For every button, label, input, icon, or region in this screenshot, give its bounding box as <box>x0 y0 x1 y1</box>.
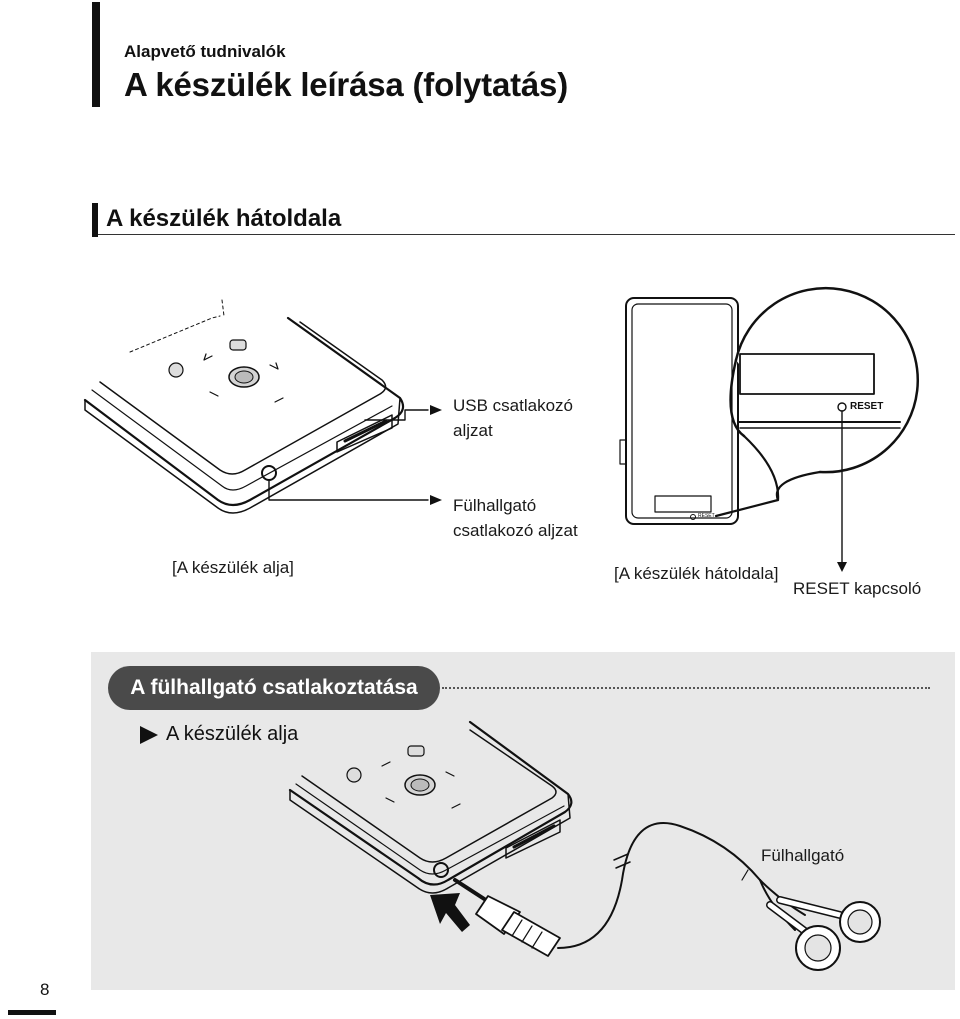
usb-port-label-line2: aljzat <box>453 421 493 440</box>
panel-subtitle-arrow-icon <box>140 726 158 744</box>
caption-device-back: [A készülék hátoldala] <box>614 564 779 583</box>
device-bottom-illustration <box>85 300 428 513</box>
device-back-illustration <box>620 288 918 562</box>
panel-title: A fülhallgató csatlakoztatása <box>108 666 440 710</box>
section-kicker: Alapvető tudnivalók <box>124 42 286 61</box>
page-number-rule <box>8 1010 56 1015</box>
page-number: 8 <box>40 980 50 999</box>
earphone-pointer-arrow-icon <box>430 495 442 505</box>
caption-device-bottom: [A készülék alja] <box>172 558 294 577</box>
reset-switch-label: RESET kapcsoló <box>793 579 922 598</box>
insert-arrow-icon <box>430 893 470 932</box>
earphone-jack-label-line1: Fülhallgató <box>453 496 537 515</box>
usb-port-label-line1: USB csatlakozó <box>453 396 573 415</box>
reset-device-text: RESET <box>850 401 884 412</box>
subheading: A készülék hátoldala <box>106 205 342 232</box>
reset-pointer-arrow-icon <box>837 562 847 572</box>
usb-pointer-arrow-icon <box>430 405 442 415</box>
earphones-label: Fülhallgató <box>761 846 845 865</box>
reset-device-text-small: RESET <box>698 513 715 519</box>
panel-dotted-rule <box>442 687 930 689</box>
page-title: A készülék leírása (folytatás) <box>124 66 568 103</box>
earphone-jack-label-line2: csatlakozó aljzat <box>453 521 578 540</box>
panel-subtitle: A készülék alja <box>166 723 299 745</box>
